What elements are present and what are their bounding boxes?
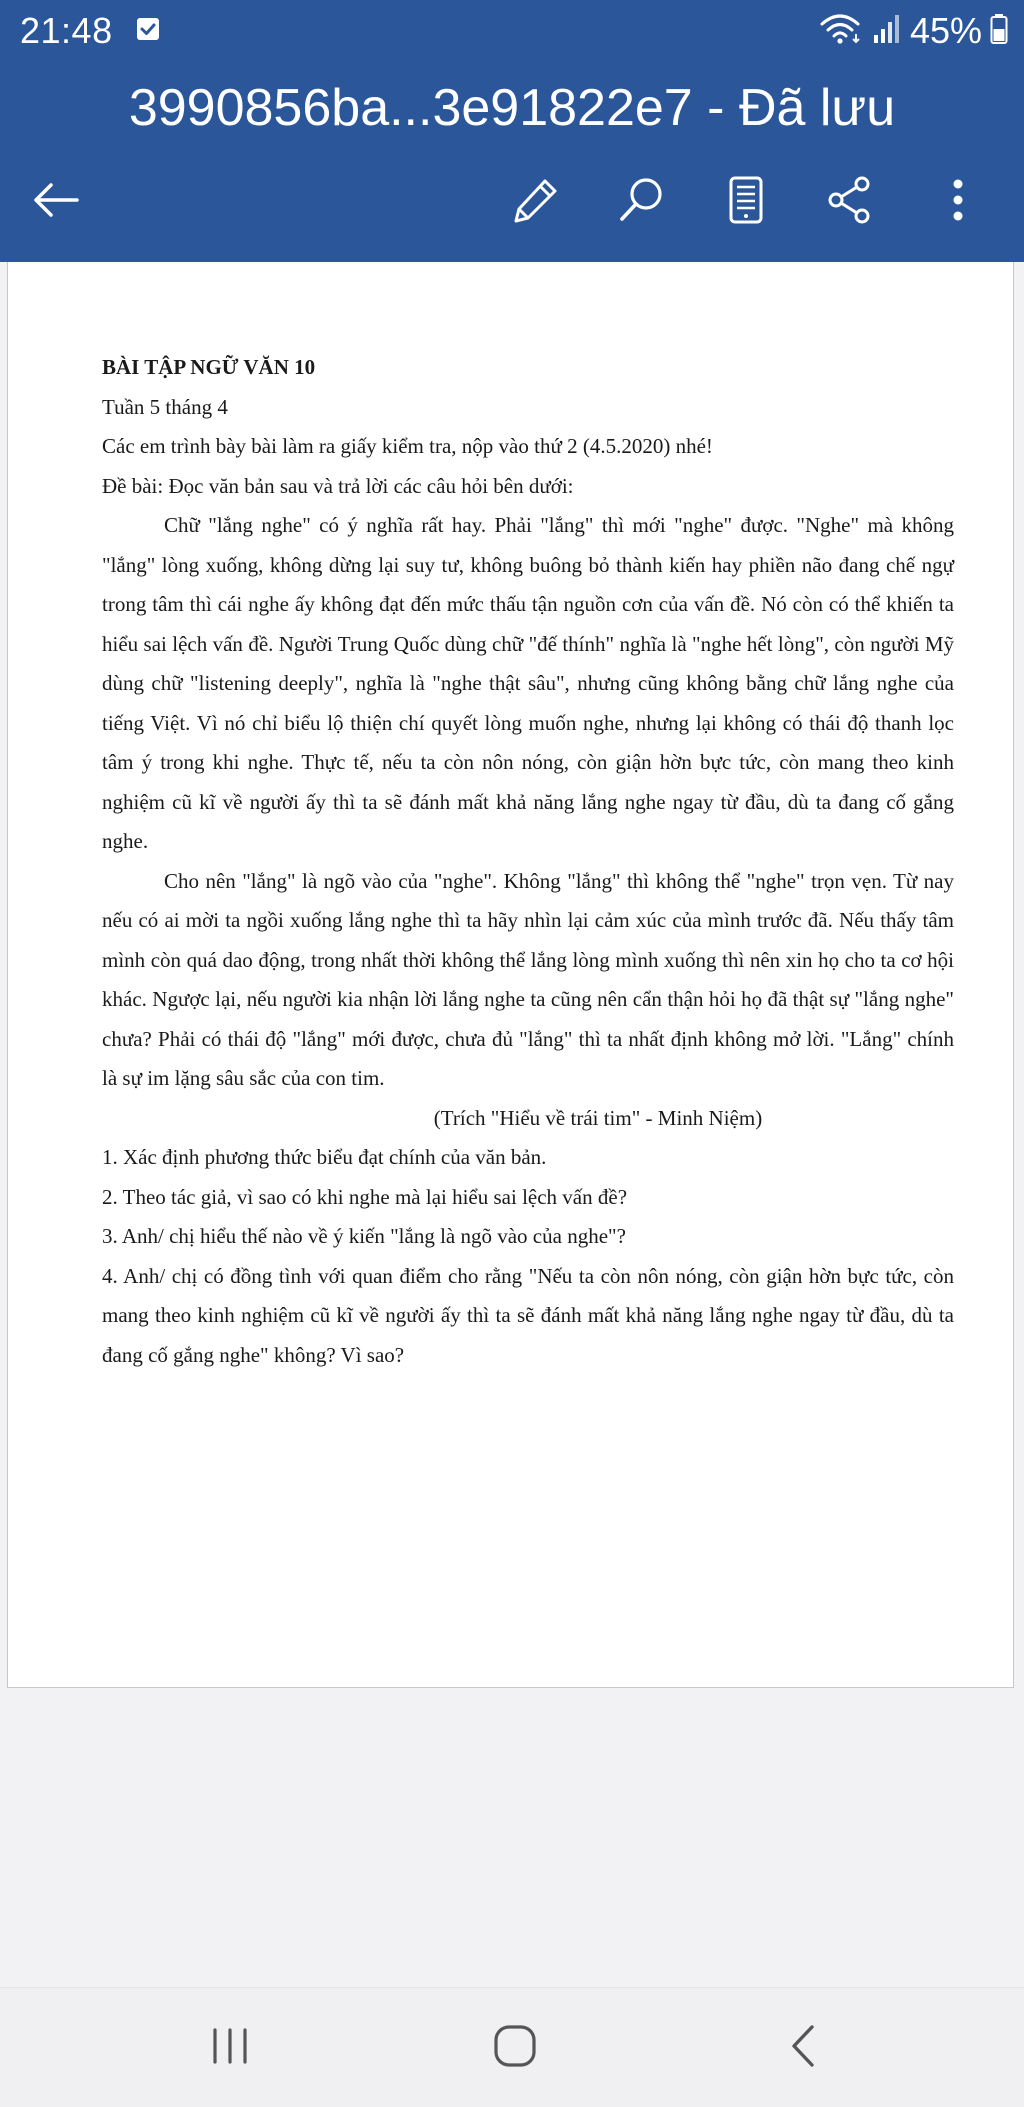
recent-apps-button[interactable] [190, 2008, 270, 2088]
signal-icon [872, 13, 902, 50]
question-item: 1. Xác định phương thức biểu đạt chính của văn bản. [102, 1145, 547, 1169]
reading-view-button[interactable] [708, 164, 784, 240]
document-viewport[interactable] [0, 262, 1024, 1987]
wifi-icon [820, 12, 864, 51]
navigation-bar [0, 1987, 1024, 2107]
reading-view-icon [726, 175, 766, 230]
document-paragraph: Chữ "lắng nghe" có ý nghĩa rất hay. Phải "lắng" thì mới "nghe" được. "Nghe" mà không "lắng" lòng xuống, không dừng lại suy tư, không buông bỏ thành kiến hay phiền não đang chế ngự trong tâm thì cái nghe ấy không đạt đến mức thấu tận nguồn cơn của vấn đề. Nó còn có thể khiến ta hiểu sai lệch vấn đề. Người Trung Quốc dùng chữ "đế thính" nghĩa là "nghe hết lòng", còn người Mỹ dùng chữ "listening deeply", nghĩa là "nghe thật sâu", nhưng cũng không bằng chữ lắng nghe của tiếng Việt. Vì nó chỉ biểu lộ thiện chí quyết lòng muốn nghe, nhưng lại không có thái độ thanh lọc tâm ý trong khi nghe. Thực tế, nếu ta còn nôn nóng, còn giận hờn bực tức, còn mang theo kinh nghiệm cũ kĩ về người ấy thì ta sẽ đánh mất khả năng lắng nghe ngay từ đầu, dù ta đang cố gắng nghe. [102, 513, 954, 853]
document-paragraph: Cho nên "lắng" là ngõ vào của "nghe". Không "lắng" thì không thể "nghe" trọn vẹn. Từ nay nếu có ai mời ta ngồi xuống lắng nghe thì ta hãy nhìn lại cảm xúc của mình trước đã. Nếu thấy tâm mình còn quá dao động, trong nhất thời không thể lắng lòng mình xuống thì nên xin họ cho ta cơ hội khác. Ngược lại, nếu người kia nhận lời lắng nghe ta cũng nên cẩn thận hỏi họ đã thật sự "lắng nghe" chưa? Phải có thái độ "lắng" mới được, chưa đủ "lắng" thì ta nhất định không mở lời. "Lắng" chính là sự im lặng sâu sắc của con tim. [102, 868, 954, 1090]
document-prompt: Đề bài: Đọc văn bản sau và trả lời các câu hỏi bên dưới: [102, 473, 574, 498]
search-icon [617, 175, 667, 230]
title-row [0, 66, 1024, 150]
back-arrow-icon [31, 180, 81, 225]
pencil-icon [511, 175, 561, 230]
document-page[interactable] [7, 262, 1014, 1688]
edit-button[interactable] [498, 164, 574, 240]
document-content [102, 348, 954, 1375]
share-icon [825, 175, 875, 230]
question-item: 2. Theo tác giả, vì sao có khi nghe mà lại hiểu sai lệch vấn đề? [102, 1184, 628, 1209]
document-source: (Trích "Hiểu về trái tim" - Minh Niệm) [433, 1105, 763, 1130]
question-item: 4. Anh/ chị có đồng tình với quan điểm cho rằng "Nếu ta còn nôn nóng, còn giận hờn bực tức, còn mang theo kinh nghiệm cũ kĩ về người ấy thì ta sẽ đánh mất khả năng lắng nghe ngay từ đầu, dù ta đang cố gắng nghe" không? Vì sao? [102, 1263, 954, 1367]
back-icon [788, 2023, 818, 2074]
checkbox-notification-icon [136, 17, 160, 41]
document-instruction: Các em trình bày bài làm ra giấy kiểm tra, nộp vào thứ 2 (4.5.2020) nhé! [102, 434, 713, 458]
status-indicators [820, 8, 1008, 54]
back-button[interactable] [18, 164, 94, 240]
home-icon [492, 2023, 538, 2074]
app-bar [0, 0, 1024, 262]
battery-icon [990, 13, 1008, 50]
battery-percent: 45% [909, 10, 982, 51]
home-button[interactable] [475, 2008, 555, 2088]
more-options-button[interactable] [920, 164, 996, 240]
document-heading: BÀI TẬP NGỮ VĂN 10 [102, 355, 316, 379]
status-time: 21:48 [20, 10, 113, 51]
question-item: 3. Anh/ chị hiểu thế nào về ý kiến "lắng là ngõ vào của nghe"? [102, 1224, 626, 1248]
document-week: Tuần 5 tháng 4 [102, 394, 228, 419]
toolbar [0, 164, 1024, 240]
share-button[interactable] [812, 164, 888, 240]
status-bar [0, 0, 1024, 62]
search-button[interactable] [604, 164, 680, 240]
more-vertical-icon [948, 175, 968, 230]
recent-apps-icon [208, 2026, 252, 2071]
document-title[interactable]: 3990856ba...3e91822e7 - Đã lưu [128, 79, 896, 137]
system-back-button[interactable] [763, 2008, 843, 2088]
